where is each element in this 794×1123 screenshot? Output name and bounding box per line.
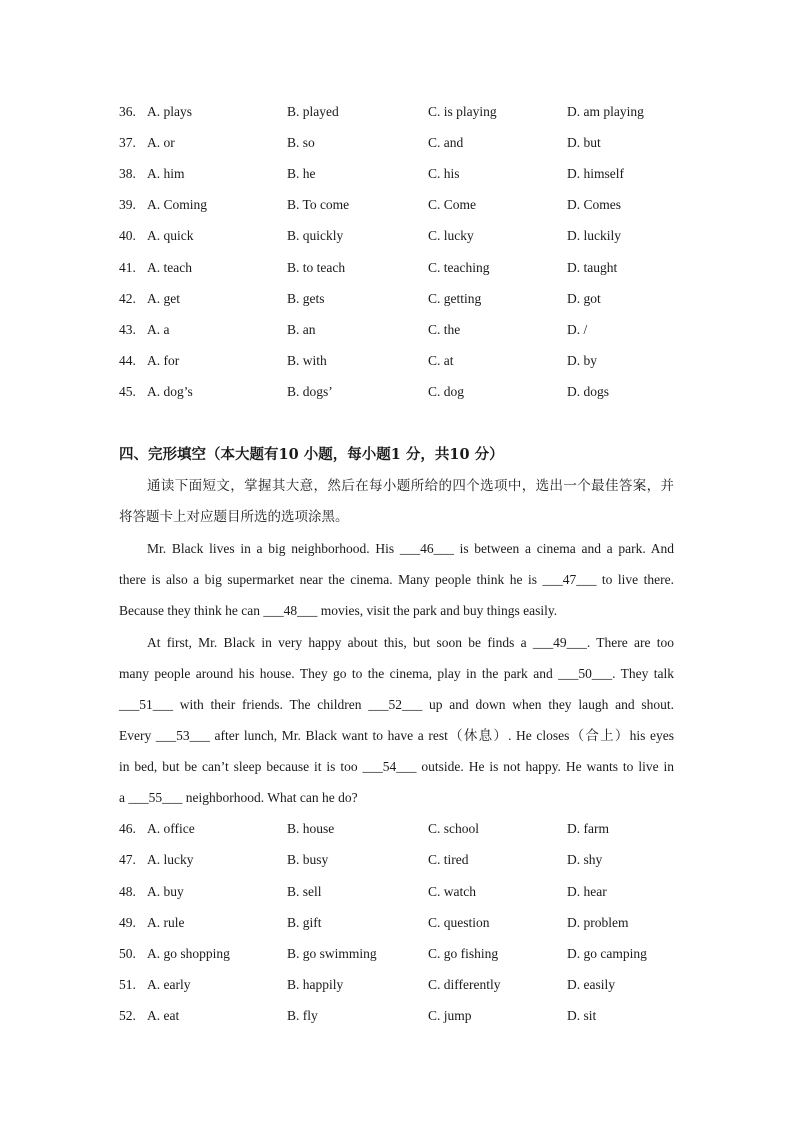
option-d: D. hear	[567, 884, 607, 899]
passage-line: At first, Mr. Black in very happy about this, but soon be finds a ___49___. There are too	[147, 635, 674, 650]
question-row	[119, 320, 679, 340]
question-number: 51.	[119, 977, 136, 992]
question-row	[119, 944, 679, 964]
option-a: A. go shopping	[147, 946, 230, 961]
option-d: D. shy	[567, 852, 603, 867]
question-number: 46.	[119, 821, 136, 836]
option-c: C. watch	[428, 884, 476, 899]
question-row	[119, 195, 679, 215]
option-d: D. but	[567, 135, 601, 150]
option-a: A. him	[147, 166, 185, 181]
option-c: C. question	[428, 915, 490, 930]
option-b: B. with	[287, 353, 327, 368]
question-number: 52.	[119, 1008, 136, 1023]
option-a: A. or	[147, 135, 175, 150]
option-b: B. busy	[287, 852, 329, 867]
option-c: C. getting	[428, 291, 482, 306]
option-b: B. To come	[287, 197, 350, 212]
question-number: 47.	[119, 852, 136, 867]
question-number: 36.	[119, 104, 136, 119]
option-d: D. luckily	[567, 228, 621, 243]
option-c: C. school	[428, 821, 480, 836]
option-c: C. differently	[428, 977, 501, 992]
option-b: B. gets	[287, 291, 325, 306]
option-d: D. farm	[567, 821, 609, 836]
question-row	[119, 819, 679, 839]
question-number: 41.	[119, 260, 136, 275]
option-b: B. gift	[287, 915, 322, 930]
option-b: B. to teach	[287, 260, 346, 275]
option-d: D. Comes	[567, 197, 621, 212]
question-row	[119, 975, 679, 995]
option-a: A. buy	[147, 884, 184, 899]
option-a: A. Coming	[147, 197, 208, 212]
question-number: 39.	[119, 197, 136, 212]
instruction-line: 将答题卡上对应题目所选的选项涂黑。	[119, 509, 349, 525]
question-number: 40.	[119, 228, 136, 243]
question-row	[119, 351, 679, 371]
passage-line: Every ___53___ after lunch, Mr. Black want to have a rest（休息）. He closes（合上）his eyes	[119, 728, 674, 743]
question-row	[119, 102, 679, 122]
option-d: D. problem	[567, 915, 629, 930]
option-b: B. played	[287, 104, 339, 119]
passage-line: Mr. Black lives in a big neighborhood. His ___46___ is between a cinema and a park. And	[147, 541, 674, 556]
option-a: A. plays	[147, 104, 192, 119]
option-b: B. sell	[287, 884, 322, 899]
question-number: 37.	[119, 135, 136, 150]
question-row	[119, 913, 679, 933]
option-a: A. office	[147, 821, 195, 836]
option-b: B. he	[287, 166, 316, 181]
option-c: C. is playing	[428, 104, 497, 119]
question-row	[119, 382, 679, 402]
passage-line: a ___55___ neighborhood. What can he do?	[119, 790, 358, 805]
question-number: 50.	[119, 946, 136, 961]
option-a: A. eat	[147, 1008, 180, 1023]
question-number: 48.	[119, 884, 136, 899]
option-c: C. tired	[428, 852, 469, 867]
option-c: C. teaching	[428, 260, 490, 275]
option-d: D. dogs	[567, 384, 610, 399]
option-c: C. his	[428, 166, 460, 181]
question-number: 42.	[119, 291, 136, 306]
passage-line: many people around his house. They go to the cinema, play in the park and ___50___. They talk	[119, 666, 674, 681]
question-number: 45.	[119, 384, 136, 399]
option-c: C. dog	[428, 384, 465, 399]
option-a: A. dog’s	[147, 384, 193, 399]
passage-line: ___51___ with their friends. The children ___52___ up and down when they laugh and shout.	[119, 697, 674, 712]
option-a: A. lucky	[147, 852, 194, 867]
option-c: C. and	[428, 135, 464, 150]
question-number: 43.	[119, 322, 136, 337]
question-row	[119, 882, 679, 902]
question-number: 44.	[119, 353, 136, 368]
question-row	[119, 164, 679, 184]
option-a: A. rule	[147, 915, 185, 930]
question-number: 49.	[119, 915, 136, 930]
option-b: B. so	[287, 135, 315, 150]
option-d: D. taught	[567, 260, 618, 275]
instruction-line: 通读下面短文，掌握其大意，然后在每小题所给的四个选项中，选出一个最佳答案，并	[147, 478, 674, 494]
question-number: 38.	[119, 166, 136, 181]
option-b: B. dogs’	[287, 384, 333, 399]
option-c: C. at	[428, 353, 454, 368]
option-b: B. happily	[287, 977, 344, 992]
option-d: D. go camping	[567, 946, 647, 961]
option-b: B. quickly	[287, 228, 344, 243]
question-row	[119, 850, 679, 870]
passage-line: in bed, but be can’t sleep because it is too ___54___ outside. He is not happy. He wants to live in	[119, 759, 674, 774]
option-c: C. go fishing	[428, 946, 499, 961]
passage-paragraph	[119, 533, 674, 626]
option-d: D. /	[567, 322, 588, 337]
option-d: D. got	[567, 291, 601, 306]
passage-paragraph	[119, 627, 674, 813]
option-a: A. get	[147, 291, 180, 306]
option-a: A. for	[147, 353, 180, 368]
option-b: B. fly	[287, 1008, 318, 1023]
question-row	[119, 133, 679, 153]
option-d: D. sit	[567, 1008, 597, 1023]
option-a: A. early	[147, 977, 191, 992]
option-c: C. lucky	[428, 228, 474, 243]
question-row	[119, 1006, 679, 1026]
question-row	[119, 289, 679, 309]
option-c: C. Come	[428, 197, 477, 212]
section-heading: 四、完形填空（本大题有10 小题，每小题1 分，共10 分）	[119, 446, 504, 463]
instructions	[119, 471, 674, 533]
passage-line: there is also a big supermarket near the cinema. Many people think he is ___47___ to live there.	[119, 572, 674, 587]
question-row	[119, 226, 679, 246]
option-b: B. house	[287, 821, 335, 836]
option-d: D. himself	[567, 166, 624, 181]
option-a: A. teach	[147, 260, 192, 275]
option-d: D. am playing	[567, 104, 644, 119]
option-a: A. a	[147, 322, 170, 337]
option-b: B. go swimming	[287, 946, 377, 961]
option-d: D. by	[567, 353, 597, 368]
option-a: A. quick	[147, 228, 194, 243]
passage-line: Because they think he can ___48___ movies, visit the park and buy things easily.	[119, 603, 558, 618]
option-d: D. easily	[567, 977, 615, 992]
option-c: C. the	[428, 322, 461, 337]
option-b: B. an	[287, 322, 316, 337]
option-c: C. jump	[428, 1008, 472, 1023]
question-row	[119, 258, 679, 278]
